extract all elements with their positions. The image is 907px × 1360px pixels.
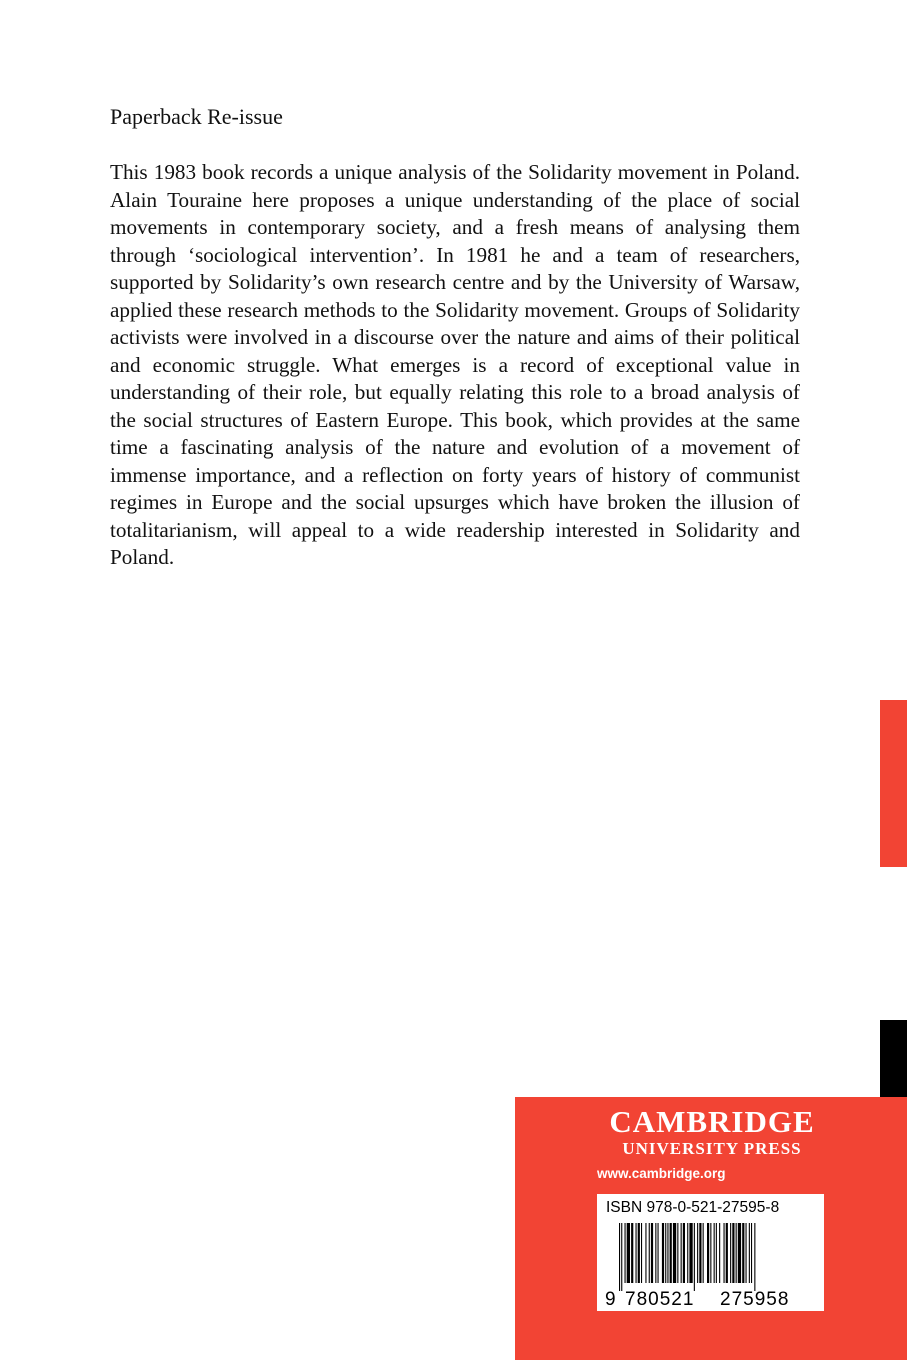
publisher-panel [515, 1097, 907, 1360]
barcode-bars [619, 1223, 755, 1291]
barcode-bar [665, 1223, 666, 1283]
barcode-bar [649, 1223, 650, 1283]
barcode-bar [707, 1223, 709, 1283]
barcode-bar [681, 1223, 682, 1283]
barcode-bar [716, 1223, 717, 1283]
barcode-bar [625, 1223, 626, 1283]
barcode-bar [751, 1223, 752, 1283]
barcode-bar [651, 1223, 653, 1283]
barcode-bar [619, 1223, 620, 1291]
barcode-bar [703, 1223, 704, 1283]
barcode-bar [710, 1223, 711, 1283]
barcode-bar [662, 1223, 664, 1283]
barcode-bar [732, 1223, 734, 1283]
barcode-bar [645, 1223, 646, 1283]
barcode-bar [746, 1223, 747, 1283]
barcode-bar [667, 1223, 668, 1283]
barcode-bar [631, 1223, 633, 1283]
barcode-bar [730, 1223, 731, 1283]
publisher-name: CAMBRIDGE [609, 1104, 815, 1139]
isbn-block [597, 1194, 824, 1311]
spine-red-tab [880, 700, 907, 867]
barcode-digit-prefix: 9 [605, 1289, 616, 1307]
barcode-bar [641, 1223, 642, 1283]
barcode-bar [655, 1223, 656, 1283]
publisher-subtitle: UNIVERSITY PRESS [622, 1139, 802, 1158]
barcode-bar [638, 1223, 640, 1283]
spine-black-tab [880, 1020, 907, 1102]
barcode-bar [687, 1223, 688, 1283]
barcode-bar [673, 1223, 676, 1283]
barcode-bar [724, 1223, 725, 1283]
barcode-digits-left: 780521 [625, 1289, 695, 1307]
book-description: This 1983 book records a unique analysis of the Solidarity movement in Poland. Alain Touraine here proposes a unique understanding of the place of social movements in contemporary society, and a fresh means of analysing them through ‘sociological intervention’. In 1981 he and a team of researchers, supported by Solidarity’s own research centre and by the University of Warsaw, applied these research methods to the Solidarity movement. Groups of Solidarity activists were involved in a discourse over the nature and aims of their political and economic struggle. What emerges is a record of exceptional value in understanding of their role, but equally relating this role to a broad analysis of the social structures of Eastern Europe. This book, which provides at the same time a fascinating analysis of the nature and evolution of a movement of immense importance, and a reflection on forty years of history of communist regimes in Europe and the social upsurges which have broken the illusion of totalitarianism, will appeal to a wide readership interested in Solidarity and Poland. [110, 160, 800, 569]
barcode-bar [683, 1223, 685, 1283]
barcode-bar [658, 1223, 659, 1283]
barcode-bar [627, 1223, 630, 1283]
barcode-bar [694, 1223, 695, 1291]
barcode-bar [697, 1223, 698, 1283]
barcode-bar [699, 1223, 701, 1283]
barcode-bar [726, 1223, 728, 1283]
barcode-bar [636, 1223, 637, 1283]
barcode-bar [689, 1223, 692, 1283]
barcode-bar [738, 1223, 741, 1283]
barcode-bar [677, 1223, 678, 1283]
barcode-bar [749, 1223, 750, 1283]
barcode-bar [754, 1223, 755, 1291]
barcode-bar [736, 1223, 737, 1283]
edition-label: Paperback Re-issue [110, 104, 283, 129]
barcode-digits-right: 275958 [720, 1289, 790, 1307]
barcode-bar [714, 1223, 715, 1283]
isbn-label: ISBN 978-0-521-27595-8 [606, 1199, 780, 1216]
barcode-bar [742, 1223, 744, 1283]
barcode-bar [621, 1223, 622, 1291]
barcode [605, 1223, 816, 1307]
barcode-bar [719, 1223, 720, 1283]
barcode-bar [670, 1223, 672, 1283]
publisher-url: www.cambridge.org [597, 1166, 726, 1181]
